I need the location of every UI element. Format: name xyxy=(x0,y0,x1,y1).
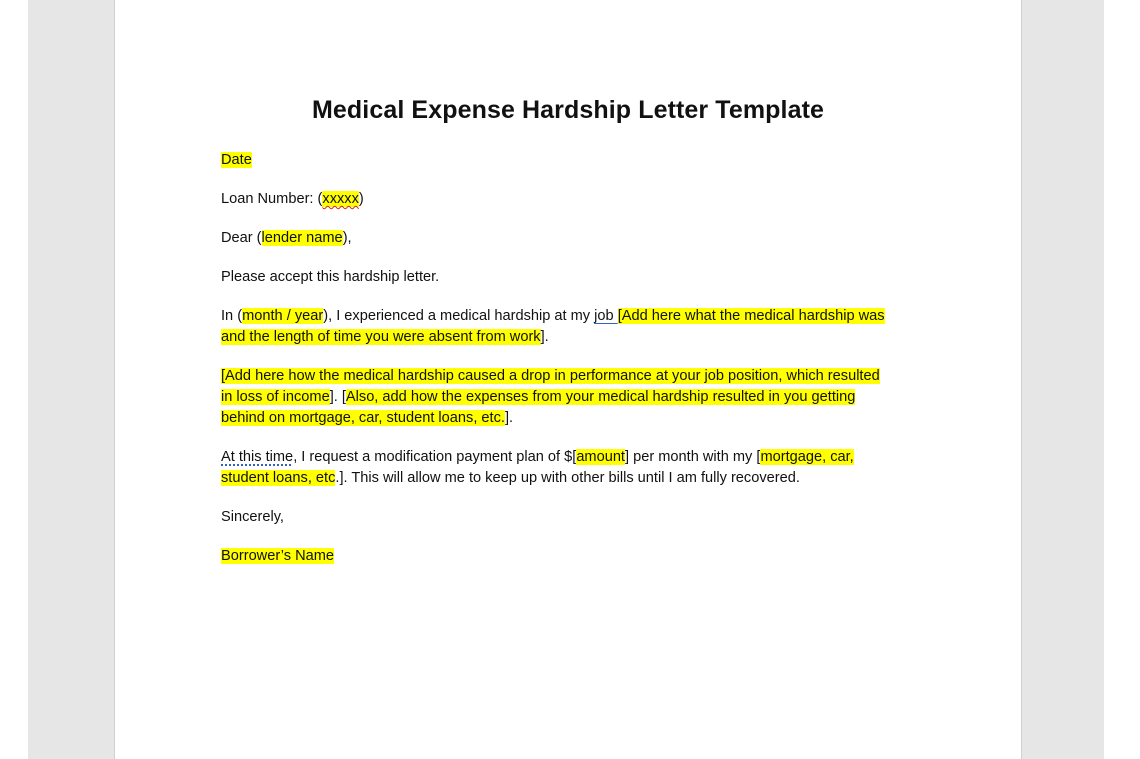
document-page[interactable] xyxy=(114,0,1022,759)
loan-number-value: xxxxx xyxy=(322,191,359,207)
income-placeholder-line2b: Also, add how the expenses from your medical hardship resulted in you getting xyxy=(345,389,856,405)
salutation-prefix: Dear ( xyxy=(221,230,262,246)
p1-text-end: ]. xyxy=(540,329,549,345)
income-placeholder-line1: [Add here how the medical hardship caused a drop in performance at your job position, which resulted xyxy=(221,368,880,384)
p3-text-a: , I request a modification payment plan of $[ xyxy=(293,449,577,465)
loan-number-label: Loan Number: ( xyxy=(221,191,323,207)
hardship-placeholder-line1: [Add here what the medical hardship was xyxy=(617,308,885,324)
loan-number-suffix: ) xyxy=(358,191,364,207)
p2-separator: ]. [ xyxy=(329,389,346,405)
date-placeholder: Date xyxy=(221,152,252,168)
loan-number-line xyxy=(221,189,921,210)
debts-placeholder-line2: student loans, etc xyxy=(221,470,336,486)
right-margin-area xyxy=(1022,0,1104,759)
p3-text-b: ] per month with my [ xyxy=(625,449,761,465)
job-word: job xyxy=(594,308,618,324)
paragraph-hardship xyxy=(221,306,921,348)
paragraph-request xyxy=(221,447,921,489)
income-placeholder-line3: behind on mortgage, car, student loans, etc. xyxy=(221,410,505,426)
amount-placeholder: amount xyxy=(576,449,625,465)
intro-line: Please accept this hardship letter. xyxy=(221,269,440,285)
p3-text-end: .]. This will allow me to keep up with other bills until I am fully recovered. xyxy=(335,470,800,486)
p2-end: ]. xyxy=(504,410,514,426)
date-line xyxy=(221,150,921,171)
income-placeholder-line2a: in loss of income xyxy=(221,389,330,405)
p1-text-a: In ( xyxy=(221,308,243,324)
p1-text-b: ), I experienced a medical hardship at my xyxy=(323,308,595,324)
lender-name-placeholder: lender name xyxy=(261,230,343,246)
at-this-time-phrase: At this time xyxy=(221,449,294,465)
borrower-name-placeholder: Borrower’s Name xyxy=(221,548,335,564)
salutation-suffix: ), xyxy=(342,230,352,246)
month-year-placeholder: month / year xyxy=(242,308,324,324)
hardship-placeholder-line2: and the length of time you were absent from work xyxy=(221,329,541,345)
left-margin-area xyxy=(28,0,114,759)
closing-line: Sincerely, xyxy=(221,509,284,525)
salutation-line xyxy=(221,228,921,249)
document-title: Medical Expense Hardship Letter Template xyxy=(311,96,825,124)
signature-line xyxy=(221,546,921,567)
letter-body[interactable] xyxy=(221,150,921,585)
paragraph-income-loss xyxy=(221,366,921,429)
debts-placeholder-line1: mortgage, car, xyxy=(760,449,854,465)
